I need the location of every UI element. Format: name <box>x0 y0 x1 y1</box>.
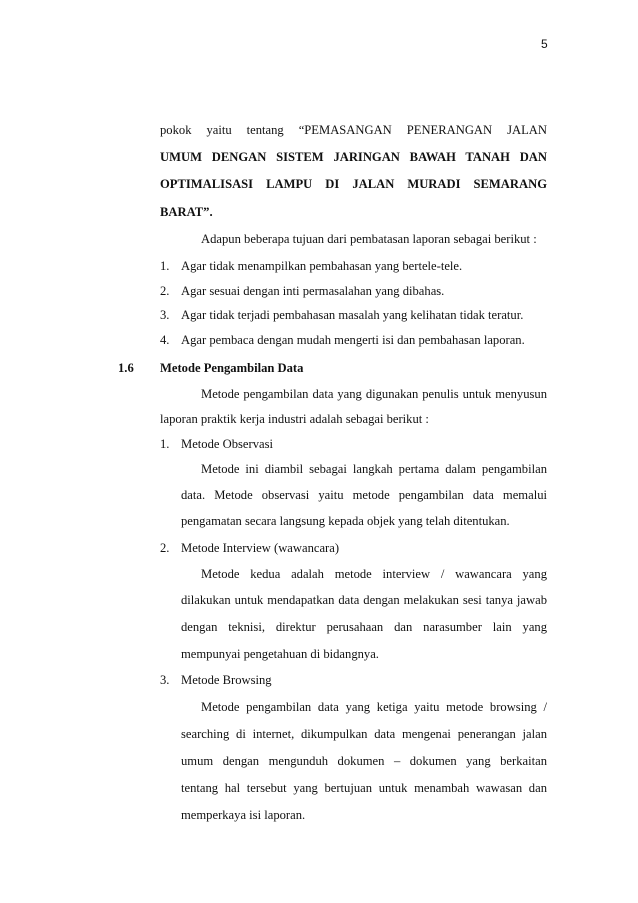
method-number: 3. <box>160 673 170 687</box>
intro-line <box>160 124 547 137</box>
intro-line: OPTIMALISASI LAMPU DI JALAN MURADI SEMARANG <box>160 177 547 191</box>
section-title: Metode Pengambilan Data <box>160 361 304 375</box>
method-number: 1. <box>160 437 170 451</box>
intro-line-text: pokok yaitu tentang “PEMASANGAN PENERANGAN JALAN <box>160 123 547 137</box>
method-line: data. Metode observasi yaitu metode pengambilan data memalui <box>181 488 547 502</box>
list-text: Agar tidak terjadi pembahasan masalah yang kelihatan tidak teratur. <box>181 308 524 322</box>
section-intro-line: laporan praktik kerja industri adalah sebagai berikut : <box>160 412 429 426</box>
page-number: 5 <box>541 37 548 51</box>
section-intro-line: Metode pengambilan data yang digunakan penulis untuk menyusun <box>201 387 547 401</box>
method-line: mempunyai pengetahuan di bidangnya. <box>181 647 379 661</box>
method-title: Metode Observasi <box>181 437 273 451</box>
intro-line: BARAT”. <box>160 205 213 219</box>
method-line: searching di internet, dikumpulkan data mengenai penerangan jalan <box>181 727 547 741</box>
list-number: 1. <box>160 259 170 273</box>
list-text: Agar pembaca dengan mudah mengerti isi dan pembahasan laporan. <box>181 333 525 347</box>
method-line: memperkaya isi laporan. <box>181 808 306 822</box>
list-number: 3. <box>160 308 170 322</box>
intro-line: UMUM DENGAN SISTEM JARINGAN BAWAH TANAH DAN <box>160 150 547 164</box>
method-line: pengamatan secara langsung kepada objek yang telah ditentukan. <box>181 514 510 528</box>
list-text: Agar sesuai dengan inti permasalahan yang dibahas. <box>181 284 445 298</box>
method-line: umum dengan mengunduh dokumen – dokumen yang berkaitan <box>181 754 547 768</box>
method-line: tentang hal tersebut yang bertujuan untuk menambah wawasan dan <box>181 781 547 795</box>
purpose-line: Adapun beberapa tujuan dari pembatasan laporan sebagai berikut : <box>201 232 537 246</box>
list-number: 4. <box>160 333 170 347</box>
method-line: Metode pengambilan data yang ketiga yaitu metode browsing / <box>201 700 547 714</box>
list-number: 2. <box>160 284 170 298</box>
method-number: 2. <box>160 541 170 555</box>
method-title: Metode Interview (wawancara) <box>181 541 340 555</box>
method-line: dengan teknisi, direktur perusahaan dan narasumber lain yang <box>181 620 547 634</box>
method-line: dilakukan untuk mendapatkan data dengan melakukan sesi tanya jawab <box>181 593 547 607</box>
section-number: 1.6 <box>118 361 134 375</box>
method-line: Metode ini diambil sebagai langkah pertama dalam pengambilan <box>201 462 547 476</box>
list-text: Agar tidak menampilkan pembahasan yang bertele-tele. <box>181 259 463 273</box>
method-title: Metode Browsing <box>181 673 272 687</box>
method-line: Metode kedua adalah metode interview / wawancara yang <box>201 567 547 581</box>
